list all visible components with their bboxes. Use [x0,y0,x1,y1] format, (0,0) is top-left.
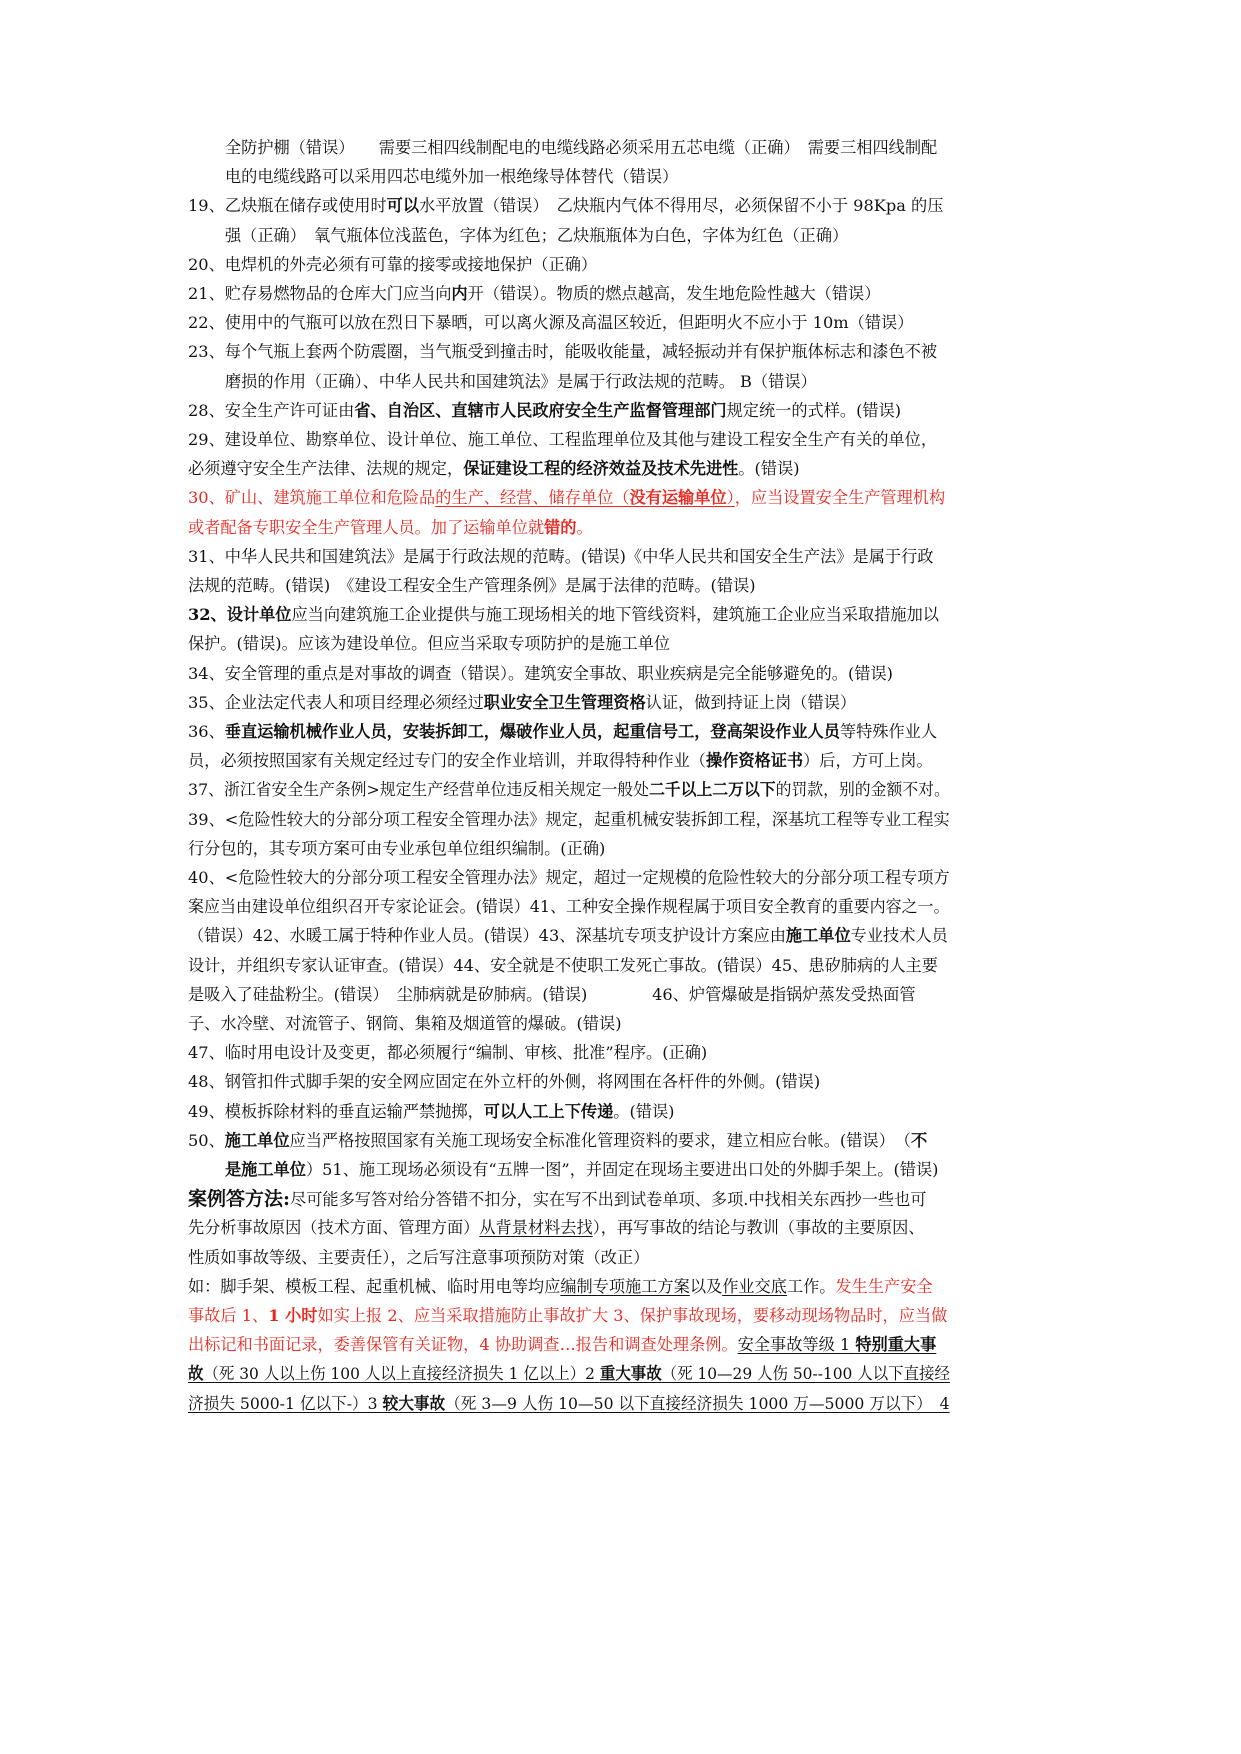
text-line [188,196,943,216]
text-run: 1 小时 [268,1306,318,1325]
text-line [188,839,605,859]
text-run: 规定统一的式样。(错误) [726,400,902,420]
text-line [188,1189,926,1210]
text-line [188,664,893,684]
text-line [188,1014,622,1034]
text-run: 从背景材料去找 [479,1218,593,1238]
text-run: 不 [910,1130,928,1150]
text-line [188,1072,820,1092]
text-run: 23、每个气瓶上套两个防震圈，当气瓶受到撞击时，能吸收能量，减轻振动并有保护瓶体标志和漆色不被 [188,342,938,362]
text-run: 设计，并组织专家认证审查。(错误）44、安全就是不使职工发死亡事故。(错误）45、患矽肺病的人主要 [188,955,938,975]
text-run: 故 [188,1364,204,1384]
text-line [225,167,678,187]
text-run: 行分包的，其专项方案可由专业承包单位组织编制。(正确) [188,838,606,858]
text-run: 强（正确） 氧气瓶体位浅蓝色，字体为红色；乙炔瓶瓶体为白色，字体为红色（正确） [225,225,849,245]
text-run: 安全事故等级 1 [737,1335,856,1355]
text-run: 如：脚手架、模板工程、起重机械、临时用电等均应 [188,1276,561,1296]
text-line [225,372,817,392]
text-line [188,693,856,713]
text-line [188,488,945,508]
text-line [188,722,937,742]
text-line [188,401,901,421]
text-run: 保证建设工程的经济效益及技术先进性 [463,459,739,479]
text-line [225,138,937,158]
text-run: 员，必须按照国家有关规定经过专门的安全作业培训，并取得特种作业（ [188,751,706,771]
text-line [188,751,933,771]
text-run: 49、模板拆除材料的垂直运输严禁抛掷， [188,1101,484,1121]
text-run: 如实上报 2、应当采取措施防止事故扩大 3、保护事故现场，要移动现场物品时，应当做 [317,1306,948,1325]
text-run: 子、水冷壁、对流管子、钢筒、集箱及烟道管的爆破。(错误) [188,1014,622,1033]
text-run: 的生产、经营、储存单位（ [435,488,630,508]
text-run: 。(错误) [738,459,800,479]
text-line [188,810,950,830]
text-run: 作业交底 [722,1276,787,1296]
text-run: 发生生产安全 [835,1276,933,1296]
text-run: （死 3—9 人伤 10—50 以下直接经济损失 1000 万—5000 万以下） 4 [445,1393,950,1413]
text-run: 或者配备专职安全生产管理人员。加了运输单位就 [188,517,545,537]
text-line [188,518,593,538]
text-line [188,1248,649,1268]
text-line [188,255,597,275]
text-run: 31、中华人民共和国建筑法》是属于行政法规的范畴。(错误)《中华人民共和国安全生产法》是属于行政 [188,546,934,566]
text-run: ）51、施工现场必须设有“五牌一图”，并固定在现场主要进出口处的外脚手架上。(错误) [305,1160,939,1179]
text-line [225,226,848,246]
text-run: （错误）42、水暖工属于特种作业人员。(错误）43、深基坑专项支护设计方案应由 [188,926,786,946]
text-line [188,985,916,1005]
text-run: ） [726,488,735,508]
text-line [188,634,670,654]
text-run: 48、钢管扣件式脚手架的安全网应固定在外立杆的外侧，将网围在各杆件的外侧。(错误) [188,1072,821,1092]
text-run: 操作资格证书 [706,751,804,771]
text-run: 特别重大事 [855,1335,937,1355]
text-run: 错的 [544,517,577,537]
text-run: 济损失 5000-1 亿以下-）3 [188,1393,383,1413]
text-run: 20、电焊机的外壳必须有可靠的接零或接地保护（正确） [188,254,598,274]
text-line [188,1277,933,1297]
text-line [188,780,950,800]
text-run: 的罚款，别的金额不对。 [775,780,950,800]
text-run: 施工单位 [224,1130,290,1150]
text-run: 30、矿山、建筑施工单位和危险品 [188,488,436,508]
text-run: 二千以上二万以下 [648,780,776,800]
text-run: 29、建设单位、勘察单位、设计单位、施工单位、工程监理单位及其他与建设工程安全生产有关的单位， [188,430,938,449]
text-run: 39、<危险性较大的分部分项工程安全管理办法》规定，起重机械安装拆卸工程，深基坑工程等专业工程实 [188,809,950,829]
text-run: ）后，方可上岗。 [803,751,933,771]
text-run: 没有运输单位 [629,488,727,508]
text-line [188,897,950,917]
text-line [188,926,948,946]
text-run: 可以人工上下传递 [483,1101,614,1121]
text-run: 水平放置（错误） 乙炔瓶内气体不得用尽，必须保留不小于 98Kpa 的压 [419,196,944,216]
text-line [188,605,939,625]
text-line [188,1218,925,1238]
text-run: 案例答方法: [188,1188,291,1211]
text-run: 工作。 [786,1276,836,1296]
text-run: 应当严格按照国家有关施工现场安全标准化管理资料的要求，建立相应台帐。(错误） （ [289,1130,911,1150]
text-line [188,1131,927,1151]
text-run: 案应当由建设单位组织召开专家论证会。(错误）41、工种安全操作规程属于项目安全教育的重要内容之一。 [188,897,950,917]
text-run: 32、设计单位 [188,605,292,625]
text-line [188,430,937,450]
text-run: 是吸入了硅盐粉尘。(错误） 尘肺病就是矽肺病。(错误) 46、炉管爆破是指锅炉蒸发受热面管 [188,984,916,1004]
text-line [188,1335,936,1355]
text-run: 37、浙江省安全生产条例>规定生产经营单位违反相关规定一般处 [188,780,649,800]
text-line [188,956,938,976]
text-run: 36、 [188,722,225,741]
text-run: 编制专项施工方案 [560,1276,690,1296]
text-run: 19、乙炔瓶在储存或使用时 [188,196,387,216]
text-run: 应当向建筑施工企业提供与施工现场相关的地下管线资料，建筑施工企业应当采取措施加以 [291,605,939,625]
text-run: 开（错误）。物质的燃点越高，发生地危险性越大（错误） [467,284,881,303]
text-run: 较大事故 [382,1393,446,1413]
text-line [188,1306,947,1326]
text-run: 重大事故 [599,1364,662,1384]
text-run: 是施工单位 [225,1160,306,1179]
text-run: 。 [576,517,593,537]
text-run: 47、临时用电设计及变更，都必须履行“编制、审核、批准”程序。(正确) [188,1043,708,1063]
text-run: 34、安全管理的重点是对事故的调查（错误）。建筑安全事故、职业疾病是完全能够避免的。(错误) [188,663,894,683]
text-run: 法规的范畴。(错误) 《建设工程安全生产管理条例》是属于法律的范畴。(错误) [188,576,756,595]
text-run: 专业技术人员 [850,926,948,946]
text-run: 40、<危险性较大的分部分项工程安全管理办法》规定，超过一定规模的危险性较大的分部分项工程专项方 [188,868,950,887]
text-line [225,1160,938,1180]
text-run: 35、企业法定代表人和项目经理必须经过 [188,692,484,712]
text-line [188,1364,950,1384]
text-run: （死 30 人以上伤 100 人以上直接经济损失 1 亿以上）2 [203,1364,600,1384]
text-line [188,313,913,333]
text-run: 以及 [689,1276,723,1296]
text-run: 50、 [188,1130,225,1150]
text-line [188,342,937,362]
text-run: 先分析事故原因（技术方面、管理方面） [188,1218,480,1238]
text-run: 施工单位 [785,926,851,946]
text-run: 电的电缆线路可以采用四芯电缆外加一根绝缘导体替代（错误） [225,167,679,187]
text-run: 事故后 1、 [188,1306,269,1325]
text-run: 。(错误) [613,1101,675,1121]
text-run: 必须遵守安全生产法律、法规的规定， [188,459,464,479]
text-run: 职业安全卫生管理资格 [483,692,646,712]
text-run: （死 10—29 人伤 50--100 人以下直接经 [661,1364,950,1384]
text-line [188,284,880,304]
text-run: 保护。(错误)。应该为建设单位。但应当采取专项防护的是施工单位 [188,634,671,654]
text-run: ），再写事故的结论与教训（事故的主要原因、 [592,1218,925,1238]
text-run: 尽可能多写答对给分答错不扣分，实在写不出到试卷单项、多项.中找相关东西抄一些也可 [290,1190,927,1210]
text-run: 可以 [386,196,420,216]
text-run: 28、安全生产许可证由 [188,400,355,420]
text-run: 垂直运输机械作业人员，安装拆卸工，爆破作业人员，起重信号工，登高架设作业人员 [224,722,840,741]
text-run: 全防护棚（错误） 需要三相四线制配电的电缆线路必须采用五芯电缆（正确） 需要三相四线制配 [225,138,938,157]
text-run: 磨损的作用（正确）、中华人民共和国建筑法》是属于行政法规的范畴。 B（错误） [225,371,817,391]
text-run: 认证，做到持证上岗（错误） [645,692,857,712]
text-run: 内 [451,284,468,303]
text-run: 等特殊作业人 [839,722,938,741]
text-run: 22、使用中的气瓶可以放在烈日下暴晒，可以离火源及高温区较近，但距明火不应小于 10m（错误） [188,313,914,333]
text-line [188,459,800,479]
text-line [188,868,950,888]
text-run: 出标记和书面记录，委善保管有关证物，4 协助调查…报告和调查处理条例。 [188,1335,738,1355]
text-line [188,1043,707,1063]
text-line [188,576,756,596]
text-line [188,1102,675,1122]
text-run: 性质如事故等级、主要责任），之后写注意事项预防对策（改正） [188,1247,650,1267]
text-line [188,547,933,567]
text-run: 省、自治区、直辖市人民政府安全生产监督管理部门 [354,400,727,420]
text-line [188,1394,950,1414]
text-run: 21、贮存易燃物品的仓库大门应当向 [188,284,452,303]
text-run: ，应当设置安全生产管理机构 [734,488,946,508]
